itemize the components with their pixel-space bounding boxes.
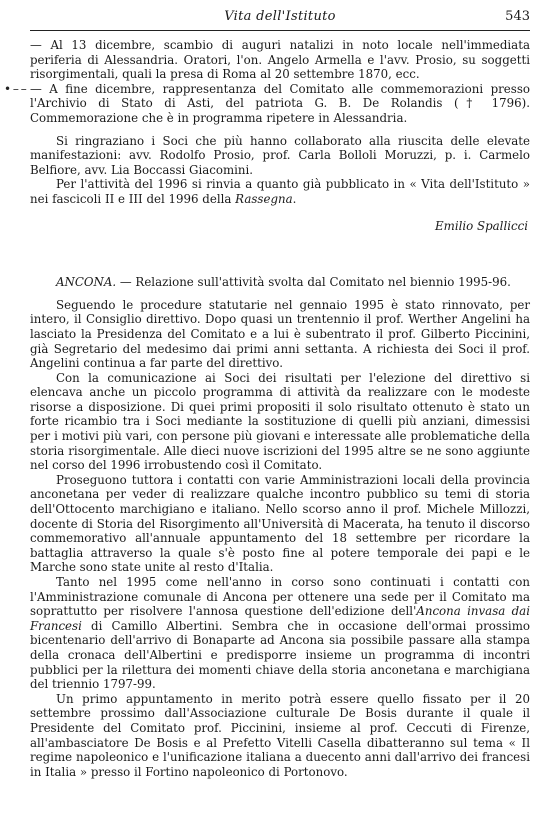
paragraph-7: Proseguono tuttora i contatti con varie Amministrazioni locali della provincia anconetana per veder di realizzare qualche incontro pubblico su temi di storia dell'Ottocento marchigiano e italiano. Nello scorso anno il prof. Michele Millozzi, docente di Storia del Risorgimento all'Università di Macerata, ha tenuto il discorso commemorativo all'annuale appuntamento del 18 settembre per ricordare la battaglia attraverso la quale s'è posto fine al potere temporale dei papi e le Marche sono state unite al resto d'Italia. (30, 472, 530, 575)
paragraph-6: Con la comunicazione ai Soci dei risultati per l'elezione del direttivo si elencava anche un piccolo programma di attività da realizzare con le modeste risorse a disposizione. Di quei primi propositi il solo risultato ottenuto è stato un forte ricambio tra i Soci mediante la sostituzione di quelli più anziani, dimessisi per i motivi più vari, con persone più giovani e interessate alle problematiche della storia risorgimentale. Alle dieci nuove iscrizioni del 1995 altre se ne sono aggiunte nel corso del 1996 irrobustendo così il Comitato. (30, 370, 530, 473)
paragraph-5: Seguendo le procedure statutarie nel gennaio 1995 è stato rinnovato, per intero, il Consiglio direttivo. Dopo quasi un trentennio il prof. Werther Angelini ha lasciato la Presidenza del Comitato e a lui è subentrato il prof. Gilberto Piccinini, già Segretario del medesimo dai primi anni settanta. A richiesta dei Soci il prof. Angelini continua a far parte del direttivo. (30, 297, 530, 371)
paragraph-1: — Al 13 dicembre, scambio di auguri natalizi in noto locale nell'immediata periferia di Alessandria. Oratori, l'on. Angelo Armella e l'avv. Prosio, su soggetti risorgimentali, quali la presa di Roma al 20 settembre 1870, ecc. (30, 38, 530, 82)
paragraph-8-text: Tanto nel 1995 come nell'anno in corso sono continuati i contatti con l'Amministrazione comunale di Ancona per ottenere una sede per il Comitato ma soprattutto per risolvere l'annosa questione dell'edizione dell' (30, 575, 530, 619)
paragraph-8-italic: Ancona invasa dai Francesi (30, 604, 530, 633)
page-header (30, 8, 530, 31)
page-body (4, 38, 530, 779)
paragraph-9: Un primo appuntamento in merito potrà essere quello fissato per il 20 settembre prossimo dall'Associazione culturale De Bosis durante il quale il Presidente del Comitato prof. Piccinini, insieme al prof. Ceccuti di Firenze, all'ambasciatore De Bosis e al Prefetto Vitelli Casella dibatteranno sul tema « Il regime napoleonico e l'unificazione italiana a duecento anni dall'arrivo dei francesi in Italia » presso il Fortino napoleonico di Portonovo. (30, 691, 530, 779)
signature: Emilio Spallicci (435, 218, 528, 233)
paragraph-2-wrapper (4, 81, 530, 126)
paragraph-8-end: di Camillo Albertini. Sembra che in occasione dell'ormai prossimo bicentenario dell'arrivo di Bonaparte ad Ancona sia possibile passare alla stampa della cronaca dell'Albertini e predisporre insieme un programma di incontri pubblici per la rilettura dei momenti chiave della storia anconetana e marchigiana del triennio 1797-99. (30, 618, 530, 692)
section-heading-text: — Relazione sull'attività svolta dal Comitato nel biennio 1995-96. (116, 275, 511, 290)
page-number: 543 (505, 9, 530, 24)
paragraph-3: Si ringraziano i Soci che più hanno collaborato alla riuscita delle elevate manifestazioni: avv. Rodolfo Prosio, prof. Carla Bolloli Moruzzi, p. i. Carmelo Belfiore, avv. Lia Boccassi Giacomini. (30, 133, 530, 177)
paragraph-8 (30, 575, 530, 692)
paragraph-2: — A fine dicembre, rappresentanza del Comitato alle commemorazioni presso l'Archivio di Stato di Asti, del patriota G. B. De Rolandis († 1796). Commemorazione che è in programma ripetere in Alessandria. (30, 81, 530, 125)
paragraph-4-italic: Rassegna (235, 191, 293, 206)
margin-mark: • – – (4, 81, 26, 96)
paragraph-4-end: . (292, 191, 297, 206)
section-heading-ancona (30, 275, 530, 290)
running-title: Vita dell'Istituto (224, 9, 336, 24)
paragraph-4 (30, 177, 530, 206)
section-label: ANCONA. (56, 275, 117, 290)
paragraph-4-text: Per l'attività del 1996 si rinvia a quanto già pubblicato in « Vita dell'Istituto » nei fascicoli II e III del 1996 della (30, 177, 530, 206)
